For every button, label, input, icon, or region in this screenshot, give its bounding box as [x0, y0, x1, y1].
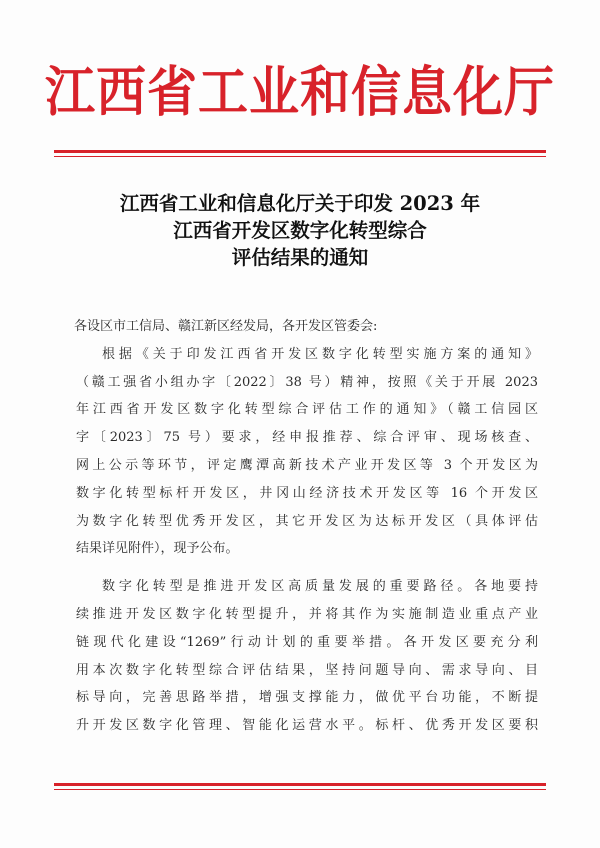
- notice-title-line-2: 江西省开发区数字化转型综合: [173, 219, 427, 242]
- footer-rule-thick: [54, 783, 546, 786]
- notice-title: [0, 190, 600, 271]
- paragraph2-line: 数字化转型是推进开发区高质量发展的重要路径。各地要持: [102, 579, 538, 595]
- paragraph1-line: 根据《关于印发江西省开发区数字化转型实施方案的通知》: [102, 346, 538, 362]
- footer-rule-thin: [54, 789, 546, 790]
- paragraph1-line: 年江西省开发区数字化转型综合评估工作的通知》（赣工信园区: [76, 402, 538, 418]
- letterhead-rule-thick: [54, 150, 546, 153]
- paragraph1-line: 网上公示等环节，评定鹰潭高新技术产业开发区等 3 个开发区为: [76, 457, 538, 473]
- letterhead-rule-thin: [54, 156, 546, 157]
- paragraph1-line: 字〔2023〕75 号）要求，经申报推荐、综合评审、现场核查、: [76, 430, 538, 446]
- notice-title-line-3: 评估结果的通知: [231, 246, 369, 269]
- paragraph-gap: [76, 563, 538, 573]
- paragraph1-line: 为数字化转型优秀开发区，其它开发区为达标开发区（具体评估: [76, 513, 538, 529]
- paragraph2-line: 续推进开发区数字化转型提升，并将其作为实施制造业重点产业: [76, 606, 538, 622]
- notice-title-line-1: 江西省工业和信息化厅关于印发 2023 年: [119, 192, 481, 215]
- addressee-line: 各设区市工信局、赣江新区经发局，各开发区管委会:: [74, 319, 378, 334]
- paragraph2-line: 标导向，完善思路举措，增强支撑能力，做优平台功能，不断提: [76, 690, 538, 706]
- paragraph1-line: 数字化转型标杆开发区，井冈山经济技术开发区等 16 个开发区: [76, 485, 538, 501]
- paragraph2-line: 用本次数字化转型综合评估结果，坚持问题导向、需求导向、目: [76, 662, 538, 678]
- agency-letterhead-title: 江西省工业和信息化厅: [45, 59, 555, 124]
- notice-body: [76, 313, 538, 740]
- paragraph1-line: （赣工强省小组办字〔2022〕38 号）精神，按照《关于开展 2023: [76, 374, 538, 390]
- paragraph2-line: 升开发区数字化管理、智能化运营水平。标杆、优秀开发区要积: [76, 718, 538, 734]
- paragraph2-line: 链现代化建设“1269”行动计划的重要举措。各开发区要充分利: [76, 634, 538, 650]
- paragraph1-line: 结果详见附件），现予公布。: [76, 541, 239, 557]
